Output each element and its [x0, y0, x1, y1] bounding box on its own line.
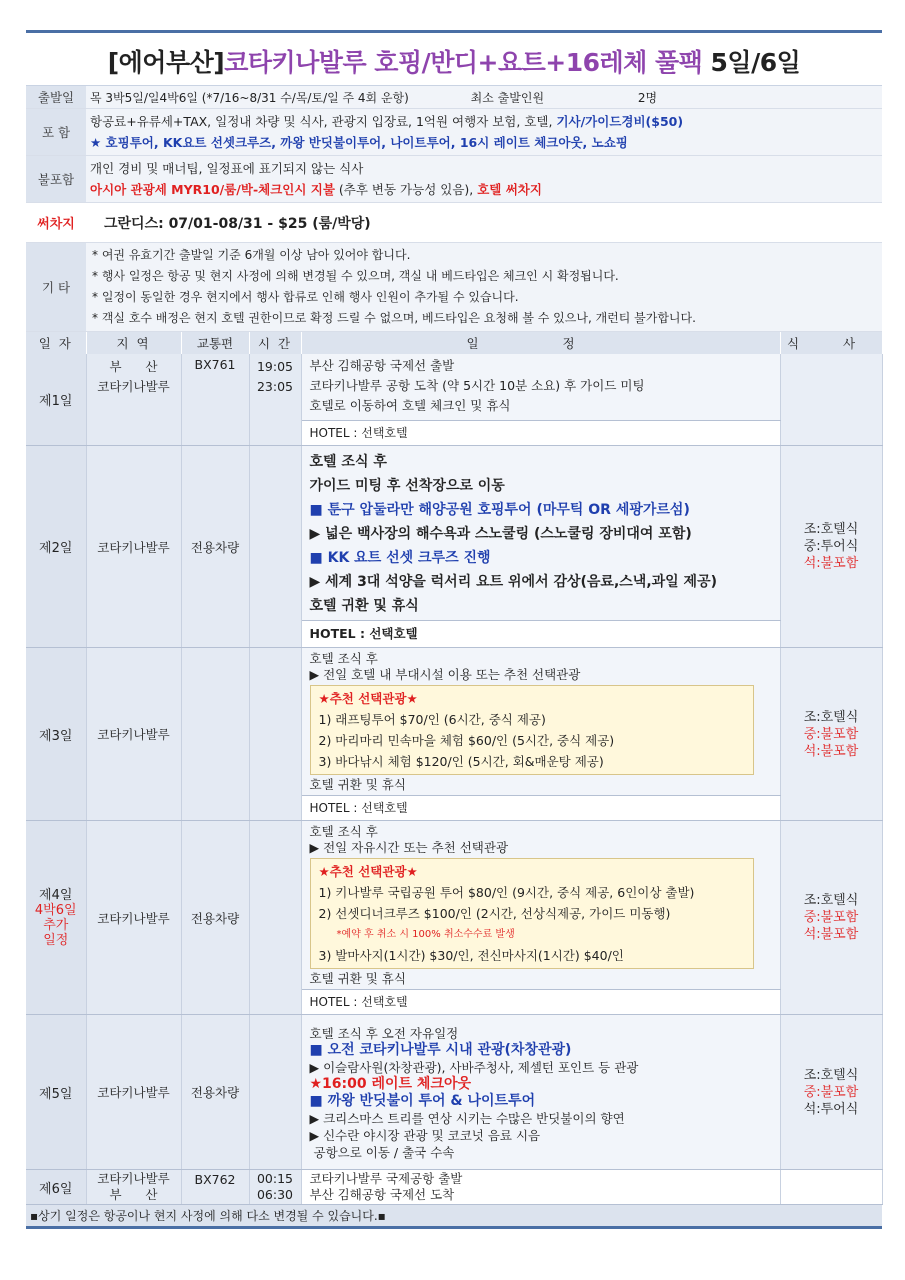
day2-line: 호텔 조식 후 [309, 454, 387, 470]
day3-breakfast: 조:호텔식 [803, 709, 859, 725]
day2-park: ■ 툰구 압둘라만 해양공원 [309, 502, 473, 518]
day3-hotel: HOTEL : 선택호텔 [301, 796, 780, 821]
exclude-line2 [90, 179, 878, 200]
day2-row [26, 446, 882, 621]
day5-firefly-tour: ■ 까왕 반딧불이 투어 & 나이트투어 [309, 1093, 536, 1109]
day4-breakfast: 조:호텔식 [803, 893, 859, 908]
include-row [26, 109, 882, 156]
exclude-note: (추후 변동 가능성 있음), [338, 182, 474, 197]
day5-label: 제5일 [26, 1015, 86, 1170]
day2-yacht: ■ KK 요트 선셋 크루즈 진행 [309, 550, 491, 566]
day4-cancel-note: *예약 후 취소 시 100% 취소수수료 발생 [336, 929, 515, 940]
note-item: * 객실 호수 배정은 현지 호텔 권한이므로 확정 드릴 수 없으며, 베드타입은 요청해 볼 수 있으나, 개런티 불가합니다. [92, 311, 696, 325]
day1-time-arrive: 23:05 [256, 379, 294, 394]
day1-meals [780, 354, 882, 446]
etc-row [26, 243, 882, 332]
header-transport: 교통편 [181, 332, 249, 354]
day5-late-checkout: ★16:00 레이트 체크아웃 [309, 1076, 472, 1092]
day4-dinner: 석:불포함 [803, 927, 859, 942]
day4-hotel: HOTEL : 선택호텔 [301, 990, 780, 1015]
day1-row [26, 354, 882, 421]
day5-line: ▶ 신수란 야시장 관광 및 코코넛 음료 시음 [309, 1128, 541, 1143]
day5-row [26, 1015, 882, 1170]
day4-label [26, 821, 86, 1015]
day3-option: 2) 마리마리 민속마을 체험 $60/인 (5시간, 중식 제공) [318, 733, 615, 748]
schedule-header [26, 332, 882, 354]
day1-hotel: HOTEL : 선택호텔 [301, 421, 780, 446]
day5-line: ▶ 이슬람사원(차창관광), 사바주청사, 제셀턴 포인트 등 관광 [309, 1060, 639, 1075]
day4-option: 2) 선셋디너크루즈 $100/인 (2시간, 선상식제공, 가이드 미동행) [318, 906, 671, 921]
day1-region [86, 354, 181, 446]
day3-optional-box [310, 685, 754, 775]
day3-region: 코타키나발루 [86, 648, 181, 821]
etc-label: 기 타 [26, 243, 86, 332]
day3-meals [780, 648, 882, 821]
surcharge-label: 써차지 [26, 203, 86, 243]
header-meals: 식 사 [780, 332, 882, 354]
day6-row [26, 1170, 882, 1205]
day4-option: 1) 키나발루 국립공원 투어 $80/인 (9시간, 중식 제공, 6인이상 출발) [318, 885, 695, 900]
include-text: 항공료+유류세+TAX, 일정내 차량 및 식사, 관광지 입장료, 1억원 여행자 보험, 호텔, [90, 114, 553, 129]
schedule-table [26, 332, 883, 1205]
day6-region-from: 코타키나발루 [97, 1171, 170, 1186]
day3-option: 1) 래프팅투어 $70/인 (6시간, 중식 제공) [318, 712, 546, 727]
day2-line: ▶ 넓은 백사장의 해수욕과 스노쿨링 (스노쿨링 장비대여 포함) [309, 526, 692, 542]
day2-transport: 전용차량 [181, 446, 249, 648]
day5-transport: 전용차량 [181, 1015, 249, 1170]
day5-line: 호텔 조식 후 오전 자유일정 [309, 1026, 459, 1041]
day1-plan [301, 354, 780, 421]
surcharge-value: 그란디스: 07/01-08/31 - $25 (룸/박당) [86, 203, 882, 243]
day2-lunch: 중:투어식 [803, 539, 859, 554]
day5-time [249, 1015, 301, 1170]
day6-plan-item: 부산 김해공항 국제선 도착 [309, 1187, 455, 1202]
day1-plan-item: 부산 김해공항 국제선 출발 [309, 358, 455, 373]
day3-row [26, 648, 882, 796]
day6-time [249, 1170, 301, 1205]
day3-line: 호텔 조식 후 [309, 651, 378, 666]
day2-hotel: HOTEL : 선택호텔 [301, 621, 780, 648]
day3-lunch: 중:불포함 [803, 726, 859, 742]
day6-region-to: 부 산 [109, 1187, 158, 1202]
departure-text: 목 3박5일/일4박6일 (*7/16~8/31 수/목/토/일 주 4회 운항) [90, 90, 409, 105]
departure-row [26, 86, 882, 109]
day3-time [249, 648, 301, 821]
etc-notes [86, 243, 882, 332]
footer-note: ▪상기 일정은 항공이나 현지 사정에 의해 다소 변경될 수 있습니다.▪ [26, 1205, 882, 1229]
surcharge-row [26, 203, 882, 243]
header-day: 일 자 [26, 332, 86, 354]
day4-extra: 4박6일 [34, 902, 77, 918]
day5-line: ▶ 크리스마스 트리를 연상 시키는 수많은 반딧불이의 향연 [309, 1111, 625, 1126]
exclude-row [26, 156, 882, 203]
include-guide-fee: 기사/가이드경비($50) [556, 114, 684, 129]
day4-transport: 전용차량 [181, 821, 249, 1015]
day6-transport: BX762 [181, 1170, 249, 1205]
note-item: * 일정이 동일한 경우 현지에서 행사 합류로 인해 행사 인원이 추가될 수 있습니다. [92, 290, 519, 304]
min-value: 2명 [637, 90, 658, 105]
day2-breakfast: 조:호텔식 [803, 522, 859, 537]
day5-breakfast: 조:호텔식 [803, 1067, 859, 1083]
include-label: 포 함 [26, 109, 86, 156]
exclude-surcharge: 호텔 써차지 [477, 182, 542, 197]
info-table [26, 86, 882, 332]
exclude-label: 불포함 [26, 156, 86, 203]
day2-time [249, 446, 301, 648]
day2-plan [301, 446, 780, 621]
day6-region [86, 1170, 181, 1205]
day1-plan-item: 코타키나발루 공항 도착 (약 5시간 10분 소요) 후 가이드 미팅 [309, 378, 645, 393]
day1-plan-item: 호텔로 이동하여 호텔 체크인 및 휴식 [309, 398, 511, 413]
day4-line: 호텔 조식 후 [309, 824, 378, 839]
day4-row [26, 821, 882, 990]
day4-extra: 추가 [43, 917, 69, 933]
day2-hopping-tour: 호핑투어 (마무틱 OR 세팡가르섬) [477, 502, 690, 518]
day4-day: 제4일 [39, 887, 73, 903]
day4-option: 3) 발마사지(1시간) $30/인, 전신마사지(1시간) $40/인 [318, 948, 624, 963]
title-duration: 5일/6일 [710, 48, 801, 77]
day4-extra: 일정 [43, 932, 69, 948]
page-title [26, 33, 882, 86]
include-line2: ★ 호핑투어, KK요트 선셋크루즈, 까왕 반딧불이투어, 나이트투어, 16시 레이트 체크아웃, 노쇼핑 [90, 135, 628, 150]
day1-time [249, 354, 301, 446]
day6-label: 제6일 [26, 1170, 86, 1205]
day2-dinner: 석:불포함 [803, 556, 859, 571]
day4-box-title: ★추천 선택관광★ [318, 864, 418, 879]
day3-dinner: 석:불포함 [803, 743, 859, 759]
title-product: 코타키나발루 호핑/반디+요트+16레체 풀팩 [224, 48, 703, 77]
day1-time-depart: 19:05 [256, 359, 294, 374]
day2-line: 가이드 미팅 후 선착장으로 이동 [309, 478, 505, 494]
day2-label: 제2일 [26, 446, 86, 648]
day4-line: 호텔 귀환 및 휴식 [309, 971, 406, 986]
day2-meals [780, 446, 882, 648]
day1-region-from: 부 산 [109, 359, 158, 374]
header-region: 지 역 [86, 332, 181, 354]
itinerary-document [26, 30, 882, 1229]
day3-line: 호텔 귀환 및 휴식 [309, 777, 406, 792]
header-time: 시 간 [249, 332, 301, 354]
departure-label: 출발일 [26, 86, 86, 109]
day3-transport [181, 648, 249, 821]
day1-label: 제1일 [26, 354, 86, 446]
day4-time [249, 821, 301, 1015]
day2-line: ▶ 세계 3대 석양을 럭서리 요트 위에서 감상(음료,스낵,과일 제공) [309, 574, 718, 590]
day3-box-title: ★추천 선택관광★ [318, 691, 418, 706]
note-item: * 행사 일정은 항공 및 현지 사정에 의해 변경될 수 있으며, 객실 내 베드타입은 체크인 시 확정됩니다. [92, 269, 619, 283]
note-item: * 여권 유효기간 출발일 기준 6개월 이상 남아 있어야 합니다. [92, 248, 411, 262]
day2-line: 호텔 귀환 및 휴식 [309, 598, 419, 614]
day6-time-arrive: 06:30 [256, 1187, 294, 1202]
min-label: 최소 출발인원 [470, 90, 545, 105]
day3-option: 3) 바다낚시 체험 $120/인 (5시간, 회&매운탕 제공) [318, 754, 604, 769]
day4-region: 코타키나발루 [86, 821, 181, 1015]
day4-line: ▶ 전일 자유시간 또는 추천 선택관광 [309, 840, 509, 855]
day5-region: 코타키나발루 [86, 1015, 181, 1170]
day6-plan-item: 코타키나발루 국제공항 출발 [309, 1171, 463, 1186]
departure-value [86, 86, 882, 109]
day5-line: 공항으로 이동 / 출국 수속 [313, 1145, 455, 1160]
day2-region: 코타키나발루 [86, 446, 181, 648]
exclude-value [86, 156, 882, 203]
day3-label: 제3일 [26, 648, 86, 821]
day5-meals [780, 1015, 882, 1170]
exclude-tax: 아시아 관광세 MYR10/룸/박-체크인시 지불 [90, 182, 335, 197]
day6-plan [301, 1170, 780, 1205]
header-plan: 일 정 [301, 332, 780, 354]
include-value [86, 109, 882, 156]
day6-meals [780, 1170, 882, 1205]
day3-plan [301, 648, 780, 796]
day4-plan [301, 821, 780, 990]
title-airline: [에어부산] [107, 48, 225, 77]
day5-dinner: 석:투어식 [803, 1101, 859, 1117]
include-line1 [90, 111, 878, 132]
day1-region-to: 코타키나발루 [97, 379, 170, 394]
day5-plan [301, 1015, 780, 1170]
day1-transport: BX761 [181, 354, 249, 446]
day6-time-depart: 00:15 [256, 1171, 294, 1186]
day4-optional-box [310, 858, 754, 969]
day4-meals [780, 821, 882, 1015]
day5-city-tour: ■ 오전 코타키나발루 시내 관광(차창관광) [309, 1042, 572, 1058]
day3-line: ▶ 전일 호텔 내 부대시설 이용 또는 추천 선택관광 [309, 667, 581, 682]
day2-hopping-line [310, 498, 774, 522]
day5-lunch: 중:불포함 [803, 1084, 859, 1100]
exclude-line1: 개인 경비 및 매너팁, 일정표에 표기되지 않는 식사 [90, 161, 364, 176]
day4-lunch: 중:불포함 [803, 910, 859, 925]
